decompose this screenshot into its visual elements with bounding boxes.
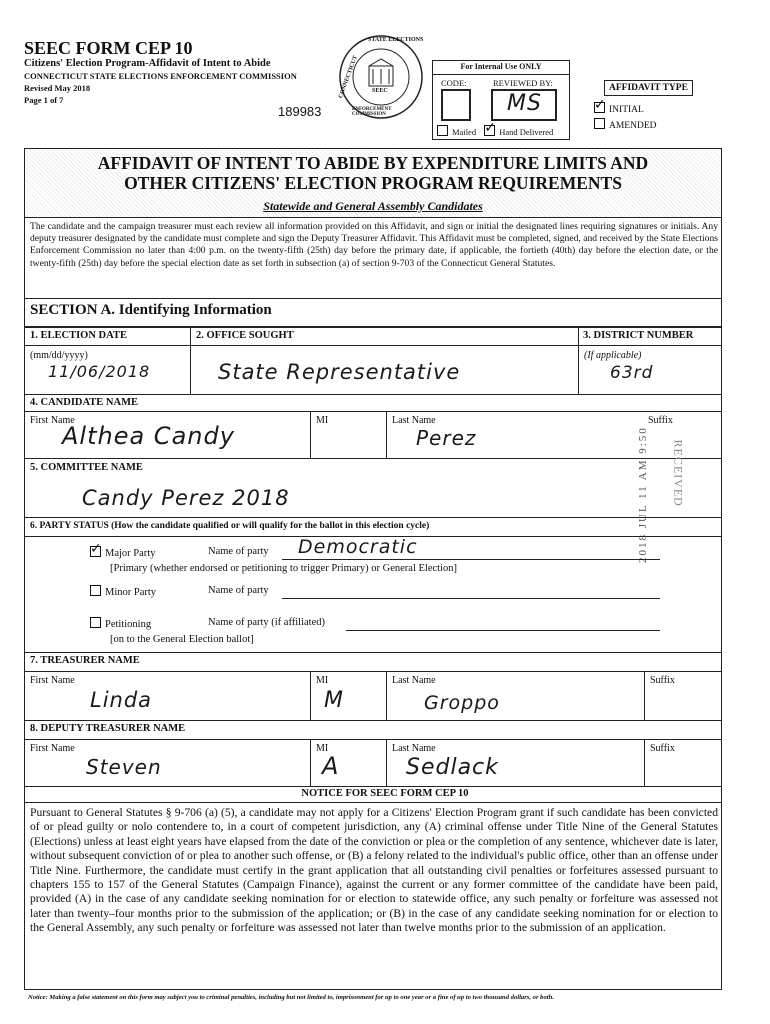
candidate-last-name-label: Last Name <box>392 415 436 426</box>
code-field[interactable] <box>441 89 471 121</box>
petitioning-party-name-label: Name of party (if affiliated) <box>208 617 326 628</box>
deputy-treasurer-name-label: 8. DEPUTY TREASURER NAME <box>30 723 186 734</box>
party-status-label: 6. PARTY STATUS (How the candidate qualified or will qualify for the ballot in this election cycle) <box>30 521 430 531</box>
deputy-suffix-label: Suffix <box>650 743 675 754</box>
office-sought-value[interactable]: State Representative <box>218 360 461 384</box>
deputy-last-name-value[interactable]: Sedlack <box>406 755 499 780</box>
commission-seal <box>338 34 424 120</box>
main-title-subtitle: Statewide and General Assembly Candidates <box>263 199 483 213</box>
petitioning-note: [on to the General Election ballot] <box>110 634 254 645</box>
initial-checkbox[interactable] <box>594 102 605 113</box>
form-title: SEEC FORM CEP 10 <box>24 38 193 58</box>
minor-party-label: Minor Party <box>105 587 157 598</box>
petitioning-party-name-field[interactable] <box>346 616 660 631</box>
false-statement-notice: Notice: Making a false statement on this form may subject you to criminal penalties, including but not limited to, imprisonment for up to one year or a fine of up to two thousand dollars, or both. <box>28 994 554 1001</box>
notice-title: NOTICE FOR SEEC FORM CEP 10 <box>301 788 469 799</box>
major-party-name-field[interactable] <box>282 536 660 560</box>
seal-bottom-text: ENFORCEMENT COMMISSION <box>352 107 392 117</box>
deputy-first-name-value[interactable]: Steven <box>86 755 162 779</box>
reviewed-by-value: MS <box>507 91 542 116</box>
deputy-first-name-label: First Name <box>30 743 75 754</box>
candidate-last-name-value[interactable]: Perez <box>416 426 477 450</box>
treasurer-suffix-label: Suffix <box>650 675 675 686</box>
committee-name-value[interactable]: Candy Perez 2018 <box>82 486 290 510</box>
minor-party-name-field[interactable] <box>282 584 660 599</box>
office-sought-label: 2. OFFICE SOUGHT <box>196 330 294 341</box>
candidate-first-name-label: First Name <box>30 415 75 426</box>
mailed-label: Mailed <box>452 127 477 137</box>
major-party-label: Major Party <box>105 548 156 559</box>
reviewed-by-field[interactable] <box>491 89 557 121</box>
treasurer-first-name-label: First Name <box>30 675 75 686</box>
main-title-block <box>25 149 721 218</box>
treasurer-mi-value[interactable]: M <box>324 688 344 713</box>
candidate-first-name-value[interactable]: Althea Candy <box>62 422 235 450</box>
major-party-note: [Primary (whether endorsed or petitioning to trigger Primary) or General Election] <box>110 563 457 574</box>
candidate-name-label: 4. CANDIDATE NAME <box>30 397 139 408</box>
deputy-last-name-label: Last Name <box>392 743 436 754</box>
committee-name-label: 5. COMMITTEE NAME <box>30 462 143 473</box>
seal-center-text: SEEC <box>372 88 388 94</box>
candidate-suffix-label: Suffix <box>648 415 673 426</box>
minor-party-checkbox[interactable] <box>90 585 101 596</box>
petitioning-label: Petitioning <box>105 619 152 630</box>
petitioning-checkbox[interactable] <box>90 617 101 628</box>
election-date-label: 1. ELECTION DATE <box>30 330 127 341</box>
treasurer-last-name-label: Last Name <box>392 675 436 686</box>
notice-body: Pursuant to General Statutes § 9-706 (a) (5), a candidate may not apply for a Citizens' Election Program grant if such candidate has been convicted of or plead guilty or nolo contendere to, in a court of competent jurisdiction, any (A) criminal offense under Title Nine of the General Statutes (Elections) unless at least eight years have elapsed from the date of the conviction or plea or the completion of any sentence, whichever date is later, without subsequent conviction of or plea to another such offense, or (B) a felony related to the individual's public office, other than an offense under Title Nine. Furthermore, the candidate must certify in the grant application that all outstanding civil penalties or forfeitures assessed pursuant to chapters 155 to 157 of the General Statutes (Campaign Finance), against the current or any former committee of the candidate have been paid, provided (A) in the case of any candidate seeking nomination for or election to statewide office, any such penalty or forfeiture was assessed not later than twenty–four months prior to the submission of the application; or (B) in the case of any candidate seeking nomination for or election to the General Assembly, any such penalty or forfeiture was assessed not later than twelve months prior to the submission of an application. <box>30 806 718 935</box>
mailed-checkbox[interactable] <box>437 125 448 136</box>
minor-party-name-label: Name of party <box>208 585 269 596</box>
reviewed-by-label: REVIEWED BY: <box>493 78 553 88</box>
major-party-name-label: Name of party <box>208 546 269 557</box>
page-number: Page 1 of 7 <box>24 95 64 105</box>
revised-date: Revised May 2018 <box>24 83 91 93</box>
treasurer-last-name-value[interactable]: Groppo <box>424 692 500 714</box>
initial-label: INITIAL <box>609 105 644 115</box>
main-title-line1: AFFIDAVIT OF INTENT TO ABIDE BY EXPENDITURE LIMITS AND <box>97 153 649 173</box>
intro-paragraph: The candidate and the campaign treasurer must each review all information provided on this Affidavit, and sign or initial the designated lines requiring signatures or initials. Any deputy treasurer designated by the candidate must complete and sign the Deputy Treasurer Affidavit. This Affidavit must be completed, signed, and received by the State Elections Enforcement Commission no later than 4:00 p.m. on the twenty-fifth (25th) day before the primary date, if applicable, the fortieth (40th) day before the election date, or the twenty-fifth (25th) day before the special election date as set forth in subsection (a) of section 9-703 of the Connecticut General Statutes. <box>30 221 718 269</box>
treasurer-mi-label: MI <box>316 675 329 686</box>
main-title-line2: OTHER CITIZENS' ELECTION PROGRAM REQUIREMENTS <box>124 173 622 193</box>
section-a-heading: SECTION A. Identifying Information <box>30 302 272 318</box>
document-number: 189983 <box>278 104 322 119</box>
district-number-value[interactable]: 63rd <box>610 363 654 383</box>
code-label: CODE: <box>441 78 467 88</box>
treasurer-first-name-value[interactable]: Linda <box>90 688 153 712</box>
received-stamp-text: RECEIVED <box>671 439 686 507</box>
amended-label: AMENDED <box>609 121 657 131</box>
major-party-name-value: Democratic <box>298 536 418 558</box>
major-party-checkbox[interactable] <box>90 546 101 557</box>
deputy-mi-label: MI <box>316 743 329 754</box>
internal-use-box <box>432 60 570 140</box>
affidavit-type-box <box>582 78 732 138</box>
seal-left-text: CONNECTICUT <box>337 54 360 100</box>
district-number-hint: (If applicable) <box>584 350 642 361</box>
district-number-label: 3. DISTRICT NUMBER <box>583 330 694 341</box>
deputy-mi-value[interactable]: A <box>322 752 340 780</box>
agency-name: CONNECTICUT STATE ELECTIONS ENFORCEMENT COMMISSION <box>24 71 297 81</box>
treasurer-name-label: 7. TREASURER NAME <box>30 655 140 666</box>
hand-delivered-label: Hand Delivered <box>499 127 554 137</box>
form-subtitle: Citizens' Election Program-Affidavit of Intent to Abide <box>24 58 271 69</box>
candidate-mi-label: MI <box>316 415 329 426</box>
seal-top-text: STATE ELECTIONS <box>368 37 424 43</box>
amended-checkbox[interactable] <box>594 118 605 129</box>
internal-use-title: For Internal Use ONLY <box>460 62 542 71</box>
received-stamp-date: 2018 JUL 11 AM 9:50 <box>637 426 649 563</box>
election-date-value[interactable]: 11/06/2018 <box>48 362 151 381</box>
affidavit-type-title: AFFIDAVIT TYPE <box>604 80 693 96</box>
election-date-hint: (mm/dd/yyyy) <box>30 350 88 361</box>
hand-delivered-checkbox[interactable] <box>484 125 495 136</box>
